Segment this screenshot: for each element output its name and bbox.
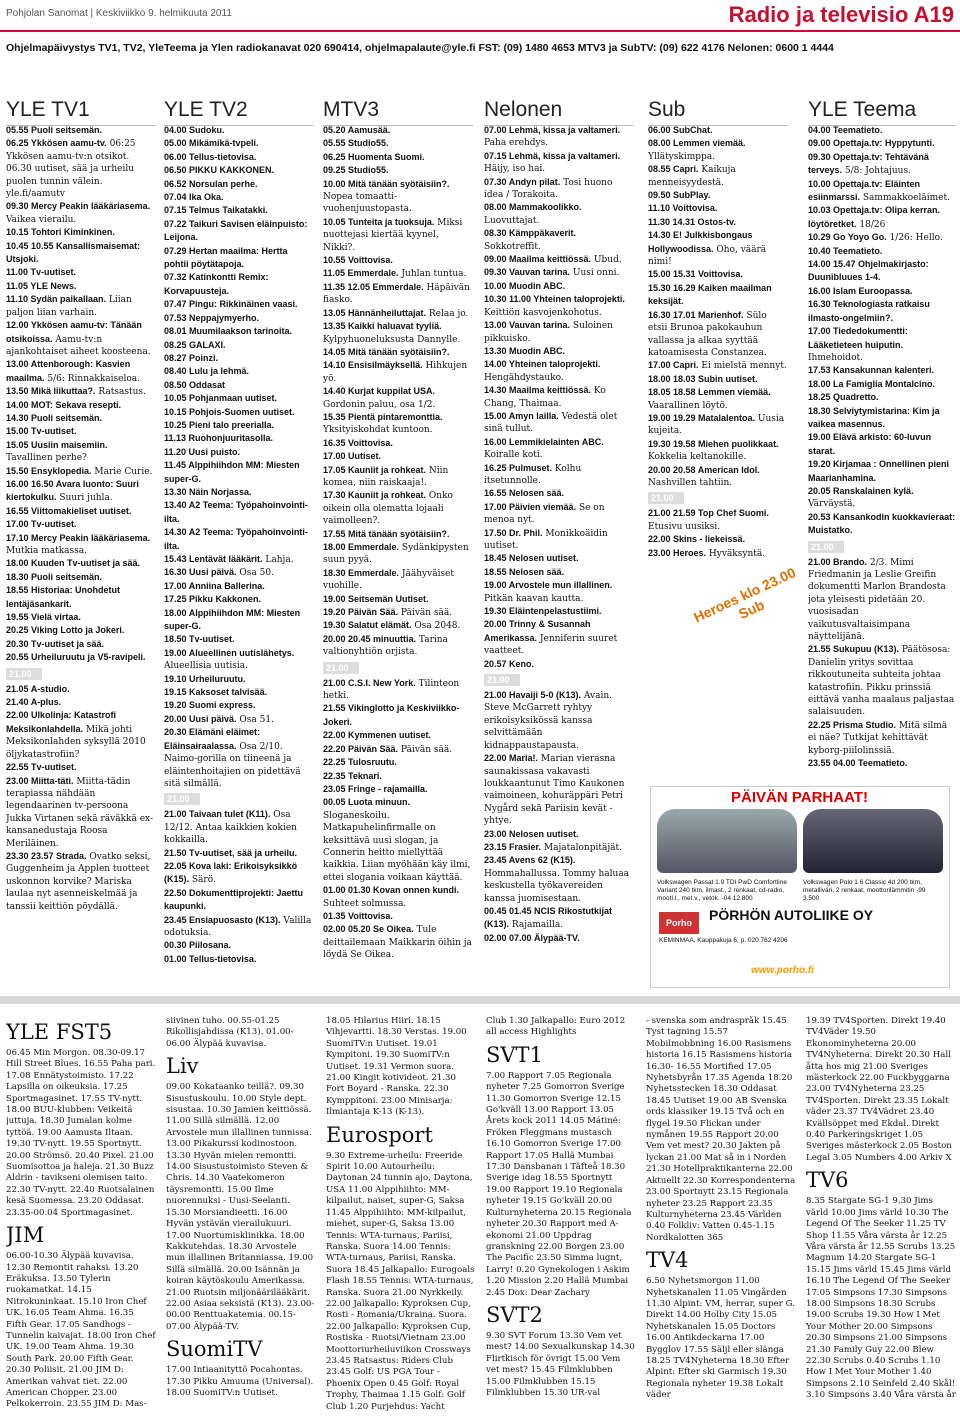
channel-column [484, 98, 634, 968]
program-entry: 09.30 Opettaja.tv: Tehtävänä terveys. 5/8: Johtajuus. [808, 151, 929, 177]
program-entry: 18.05 18.58 Lemmen viemää. Vaarallinen löytö. [648, 387, 771, 411]
masthead: Pohjolan Sanomat | Keskiviikko 9. helmikuuta 2011 [6, 8, 232, 19]
program-entry: 13.30 Muodin ABC. [484, 345, 566, 356]
program-entry: 19.15 Kaksoset talvisää. [164, 687, 268, 698]
program-entry: 16.30 17.01 Marienhof. Sülo etsii Brunoa pakokauhun vallassa ja alkaa syyttää katoamisesta Constanzea. [648, 309, 767, 358]
time-marker: 21.00 [648, 492, 684, 504]
section-title: Radio ja televisio A19 [728, 2, 954, 27]
program-entry: 21.00 Taivaan tulet (K11). Osa 12/12. Antaa kaikkien kokien kokkailla. [164, 809, 297, 846]
program-entry: 19.10 Urheiluruutu. [164, 673, 246, 684]
program-list: 6.50 Nyhetsmorgon 11.00 Nyhetskanalen 11.05 Vingården 11.30 Alpint: VM, herrar, super G. Direkt 14.00 Holby City 15.05 Nyhetskanalen 15.05 Doctors 16.00 Antikdeckarna 17.00 Bygglov 17.55 Säljl eller slänga 18.25 TV4Nyheterna 18.30 Efter Alpint: Efter ski Garmisch 19.30 Regionala nyheter 19.38 Lokalt väder [646, 1276, 795, 1401]
program-entry: 05.20 Aamusää. [323, 125, 391, 135]
program-list: siivinen tuho. 00.55-01.25 Rikollisjahdissa (K13). 01.00-06.00 Älypää kuvavisa. [166, 1016, 294, 1049]
program-entry: 21.05 A-studio. [6, 683, 70, 694]
program-entry: 20.30 Tv-uutiset ja sää. [6, 638, 105, 649]
program-entry: 17.00 Capri. Ei mielstä mennyt. [648, 360, 787, 372]
page-header [0, 0, 960, 32]
program-entry: 19.30 Eläintenpelastustiimi. [484, 606, 602, 617]
program-entry: 22.20 Päivän Sää. Päivän sää. [323, 743, 453, 755]
program-entry: 16.35 Voittovisa. [323, 437, 393, 448]
channel-name: TV6 [806, 1168, 849, 1193]
dealer-website[interactable]: www.porho.fi [751, 965, 814, 976]
program-entry: 22.00 Kymmenen uutiset. [323, 730, 432, 741]
program-list: 18.05 Hilarius Hiiri. 18.15 Vihjevartti. 18.30 Verstas. 19.00 SuomiTV:n Uutiset. 19.01 Kympitoni. 19.30 SuomiTV:n Uutiset. 19.31 Vermon suora. 21.00 Kingit kotivideot. 21.30 Fort Boyard - Ranska. 22.30 Kymppitoni. 23.00 Minisarja: Ilmiantaja K-13 (K-13). [326, 1016, 467, 1118]
program-entry: 10.29 Go Yoyo Go. 1/26: Hello. [808, 232, 943, 244]
program-entry: 18.50 Tv-uutiset. [164, 634, 235, 645]
program-entry: 07.15 Lehmä, kissa ja valtameri. Häijy, iso hai. [484, 150, 621, 175]
program-entry: 23.30 23.57 Strada. Ovatko seksi, Guggenheim ja Applen tuotteet uskonnon korvike? Mariska laulaa nyt asenneiskelmää ja tanssii keittiön pöydällä. [6, 850, 151, 912]
program-entry: 05.00 Mikämikä-tvpeli. [164, 138, 259, 149]
program-entry: 14.30 A2 Teema: Työpahoinvointi-ilta. [164, 527, 308, 551]
program-entry: 14.05 Mitä tänään syötäisiin?. [323, 346, 450, 357]
program-entry: 09.30 Mercy Peakin lääkäriasema. Vaikea vierailu. [6, 201, 151, 225]
program-entry: 23.45 Ensiapuosasto (K13). Valilla odotuksia. [164, 914, 312, 938]
program-entry: 08.00 Lemmen viemää. Yllätyskimppa. [648, 138, 746, 162]
program-entry: 06.00 SubChat. [648, 125, 713, 135]
program-entry: 23.05 Fringe - rajamailla. [323, 783, 428, 794]
program-entry: 14.40 Kurjat kuppilat USA. Gordonin paluu, osa 1/2. [323, 386, 436, 410]
program-entry: 22.05 Kova laki: Erikoisyksikkö (K15). Särö. [164, 860, 298, 886]
program-entry: 07.00 Lehmä, kissa ja valtameri. Paha erehdys. [484, 125, 621, 149]
program-entry: 23.00 Nelosen uutiset. [484, 828, 579, 839]
program-entry: 18.30 Puoli seitsemän. [6, 571, 103, 582]
channel-column [326, 1016, 476, 1414]
program-entry: 20.55 Urheiluruutu ja V5-ravipeli. [6, 652, 146, 663]
program-entry: 10.05 Tunteita ja tuoksuja. Miksi nuottejasi kiertää kyynel, Nikki?. [323, 216, 463, 253]
program-entry: 08.30 Kämppäkaverit. Sokkotreffit. [484, 228, 577, 252]
program-entry: 10.05 Pohjanmaan uutiset. [164, 393, 278, 404]
program-entry: 10.25 Pieni talo preerialla. [164, 419, 275, 430]
program-entry: 23.15 Frasier. Majatalonpitäjät. [484, 841, 622, 853]
program-entry [164, 966, 314, 968]
program-entry: 05.55 Puoli seitsemän. [6, 125, 103, 135]
program-entry: 13.30 Näin Norjassa. [164, 486, 252, 497]
program-entry: 10.30 11.00 Yhteinen taloprojekti. Keittiön kasvojenkohotus. [484, 294, 625, 318]
program-entry: 11.10 Sydän paikallaan. Liian paljon liian varhain. [6, 294, 132, 318]
program-entry: 16.25 Pulmuset. Kolhu itsetunnolle. [484, 462, 582, 486]
program-entry: 16.00 16.50 Avara luonto: Suuri kiertokulku. Suuri juhla. [6, 478, 139, 504]
program-entry: 11.00 Tv-uutiset. [6, 267, 77, 278]
program-entry: 11.35 12.05 Emmerdale. Häpäivän fiasko. [323, 281, 470, 306]
ad-title: PÄIVÄN PARHAAT! [731, 789, 868, 806]
car-image-passat [657, 809, 797, 873]
program-entry: 20.00 Uusi päivä. Osa 51. [164, 713, 274, 725]
program-entry: 22.25 Tulosruutu. [323, 757, 397, 768]
program-entry: 09.00 Maailma keittiössä. Ubud. [484, 254, 622, 266]
program-list: 17.00 Intiaanityttö Pocahontas. 17.30 Pikku Amuuma (Universal). 18.00 SuomiTV:n Uutiset. [166, 1365, 314, 1398]
program-entry: 18.00 Kuuden Tv-uutiset ja sää. [6, 558, 141, 569]
channel-name: YLE TV2 [164, 98, 314, 120]
program-entry: 01.00 01.30 Kovan onnen kundi. Suhteet solmussa. [323, 885, 460, 909]
channel-column [164, 98, 314, 968]
program-entry: 11.45 Alppihiihdon MM: Miesten super-G. [164, 460, 300, 484]
program-entry: 01.35 Voittovisa. [323, 910, 393, 921]
channel-name: YLE FST5 [6, 1020, 113, 1044]
program-entry: 21.50 Tv-uutiset, sää ja urheilu. [164, 847, 298, 858]
contact-line: Ohjelmapäivystys TV1, TV2, YleTeema ja Ylen radiokanavat 020 690414, ohjelmapalaute@yle.fi FST: (09) 1480 4653 MTV3 ja SubTV: (09) 622 4176 Nelonen: 0600 1 4444 [6, 42, 834, 54]
program-entry: 17.00 Päivien viemää. Se on menoa nyt. [484, 501, 605, 526]
time-marker: 21.00 [6, 668, 42, 680]
car-dealer-ad[interactable] [650, 786, 950, 988]
car-listing-polo: Volkswagen Polo 1.6 Classic 4d 200 tkm, metalliväri, 2 renkaat, moottorilämmitin -99 3.500 [803, 879, 926, 902]
channel-name: Liv [166, 1054, 199, 1079]
program-entry: 17.25 Pikku Kakkonen. [164, 594, 262, 605]
program-entry: 19.00 Elävä arkisto: 60-luvun starat. [808, 432, 932, 456]
program-entry: 17.00 Anniina Ballerina. [164, 580, 265, 591]
program-entry: 14.00 Yhteinen taloprojekti. Hengähdystauko. [484, 359, 601, 383]
program-entry: 18.00 18.03 Subin uutiset. [648, 373, 758, 384]
program-entry: 17.00 Tiededokumentti: Lääketieteen huiputin. Ihmehoidot. [808, 326, 908, 363]
program-entry: 15.43 Lentävät lääkärit. Lahja. [164, 554, 294, 565]
program-entry: 08.00 Mammakoolikko. Luovuttajat. [484, 202, 582, 226]
channel-name: SVT1 [486, 1042, 543, 1067]
program-entry: 22.00 Ulkolinja: Katastrofi Meksikonlahdella. Mikä johti Meksikonlahden syksyllä 2010 öljykatastrofiin? [6, 710, 146, 760]
program-entry: 23.00 Miitta-täti. Miitta-tädin terapiassa nähdään legendaarinen tv-persoona Jukka Virtanen sekä räväkkä ex-kansanedustaja Roosa Meriläinen. [6, 775, 153, 849]
program-entry: 13.40 A2 Teema: Työpahoinvointi-ilta. [164, 500, 308, 524]
program-entry: 20.30 Elämäni eläimet: Eläinsairaalassa. Osa 2/10. Naimo-gorilla on tiineenä ja eläintenhoitajien on pidettävä sitä silmällä. [164, 727, 301, 789]
time-marker: 21.00 [323, 662, 359, 674]
program-entry: 20.53 Kansankodin kuokkavieraat: Muistatko. [808, 511, 956, 536]
program-entry: 19.00 19.29 Matalalentoa. Uusia kujeita. [648, 412, 785, 437]
program-entry: 21.55 Sukupuu (K13). Päätösosa: Danielin yritys sovittaa rikkoutuneita suhteita johtaa katastrofiin. Pikku prinssiä eittävä vanha maalaus paljastaa salaisuuden. [808, 644, 955, 718]
program-list: 06.45 Min Morgon. 08.30-09.17 Hill Street Blues. 16.55 Paha pari. 17.08 Ennätystoimisto. 17.22 Lapsilla on oikeuksia. 17.25 Sportmagasinet. 17.55 TV-nytt. 18.00 BUU-klubben: Veikeitä juttuja. 18.30 Jumalan kolme tyttöä. 19.00 Aamusta Iltaan. 19.30 TV-nytt. 19.55 Sportnytt. 20.00 Strömsö. 20.40 Pixel. 21.00 Suomisottoa ja haleja. 21.30 Buzz Aldrin - tavikseni olemisen taito. 22.30 TV-nytt. 22.40 Ruotsalainen kesä Suomessa. 23.20 Oddasat. 23.35-00.04 Sportmagasinet. [6, 1048, 156, 1218]
program-list: 8.35 Stargate SG-1 9.30 Jims värld 10.00 Jims värld 10.30 The Legend Of The Seeker 11.25 TV Shop 11.55 Våra värsta år 12.25 Våra värsta år 12.55 Scrubs 13.25 Magnum 14.20 Stargate SG-1 15.15 Jims värld 15.45 Jims värld 16.10 The Legend Of The Seeker 17.05 Simpsons 17.30 Simpsons 18.00 Simpsons 18.30 Scrubs 19.00 Scrubs 19.30 How I Met Your Mother 20.00 Simpsons 20.30 Simpsons 21.00 Simpsons 21.30 Family Guy 22.00 Blew 22.30 Scrubs 0.40 Scrubs 1.10 How I Met Your Mother 1.40 Simpsons 2.10 Seinfeld 2.40 Skål! 3.10 Simpsons 3.40 Våra värsta år [806, 1196, 956, 1401]
program-entry: 08.01 Muumilaakson tarinoita. [164, 326, 293, 337]
program-entry: 15.00 Tv-uutiset. [6, 426, 77, 437]
program-entry: 17.05 Kauniit ja rohkeat. Niin komea, niin raiskaaja!. [323, 464, 449, 488]
program-entry: 11.05 YLE News. [6, 280, 77, 291]
program-entry: 06.25 Ykkösen aamu-tv. 06:25 Ykkösen aamu-tv:n otsikot. 06.30 uutiset, sää ja urheilu puolen tunnin välein. yle.fi/aamutv [6, 138, 136, 200]
program-entry: 22.35 Teknari. [323, 770, 382, 781]
program-entry: 19.00 Arvostele mun illallinen. Pitkän kaavan kautta. [484, 580, 613, 604]
program-entry: 18.00 La Famiglia Montalcino. [808, 378, 936, 389]
program-list: 9.30 SVT Forum 13.30 Vem vet mest? 14.00 Sexualkunskap 14.30 Flirtkisch för övrigt 15.00 Vem vet mest? 15.45 Filmklubben 15.00 Filmklubben 15.15 Filmklubben 15.30 UR-val [486, 1330, 635, 1398]
program-entry: 15.00 Amyn lailla. Vedestä olet sinä tullut. [484, 410, 618, 435]
program-entry: 17.10 Mercy Peakin lääkäriasema. Mutkia matkassa. [6, 532, 151, 556]
program-entry: 15.00 15.31 Voittovisa. [648, 269, 743, 280]
car-image-polo [803, 809, 943, 873]
channel-column [806, 1016, 956, 1414]
program-entry: 07.53 Neppajymyerho. [164, 312, 260, 323]
program-entry: 08.40 Lulu ja lehmä. [164, 366, 250, 377]
program-entry: 06.50 PIKKU KAKKONEN. [164, 165, 275, 176]
program-entry: 14.30 Puoli seitsemän. [6, 412, 103, 423]
program-entry: 19.00 Seitsemän Uutiset. [323, 593, 429, 604]
program-entry: 20.00 Trinny & Susannah Amerikassa. Jenniferin suuret vaatteet. [484, 619, 618, 657]
program-entry: 13.35 Kaikki haluavat tyyliä. Kylpyhuoneluksusta Dannylle. [323, 321, 461, 345]
time-marker: 21.00 [484, 674, 520, 686]
program-entry: 12.00 Ykkösen aamu-tv: Tänään otsikoissa. Aamu-tv:n ajankohtaiset aiheet koosteena. [6, 320, 151, 357]
program-entry: 21.00 Brando. 2/3. Mimi Friedmanin ja Leslie Greifin dokumentti Marlon Brandosta jota yleisesti pidetään 20. vuosisadan vaikutusvaltaisimpana näyttelijänä. [808, 556, 946, 643]
program-entry: 21.00 Havaiji 5-0 (K13). Avain. Steve McGarrett ryhtyy erikoisyksikössä kanssa selvittämään kidnappaustapausta. [484, 690, 613, 751]
program-entry: 04.00 Sudoku. [164, 125, 225, 135]
heroes-promo: Heroes klo 23.00 Sub [691, 564, 799, 626]
dealer-name: PÖRHÖN AUTOLIIKE OY [709, 907, 874, 923]
program-entry: 17.30 Kauniit ja rohkeat. Onko oikein olla olematta lojaali vaimolleen?. [323, 490, 453, 527]
program-entry: 19.20 Kirjamaa : Onnellinen pieni Maarianhamina. [808, 459, 950, 483]
dealer-address: KEMINMAA, Kauppakuja 6, p. 020 762 4206 [659, 937, 788, 944]
program-entry: 23.55 04.00 Teematieto. [808, 758, 908, 769]
program-entry: 09.00 Opettaja.tv: Hyppytunti. [808, 138, 935, 149]
program-entry: 10.45 10.55 Kansallismaisemat: Utsjoki. [6, 240, 141, 265]
program-entry: 21.55 Vikinglotto ja Keskiviikko-Jokeri. [323, 703, 460, 727]
program-entry: 19.30 19.58 Miehen puolikkaat. Kokkelia keltanokille. [648, 438, 779, 463]
program-list: Club 1.30 Jalkapallo: Euro 2012 all access Highlights [486, 1016, 626, 1038]
program-entry: 07.30 Andyn pilat. Tosi huono idea / Torakoita. [484, 176, 613, 201]
program-entry: 19.00 Alueellinen uutislähetys. Alueellisia uutisia. [164, 647, 295, 672]
program-entry: 13.00 Vauvan tarina. Suloinen pikkuisko. [484, 320, 613, 344]
program-entry: 15.50 Ensyklopedia. Marie Curie. [6, 465, 153, 477]
program-entry: 07.32 Katinkontti Remix: Korvapuusteja. [164, 272, 269, 296]
program-entry: 17.00 Tv-uutiset. [6, 519, 77, 530]
channel-name: MTV3 [323, 98, 473, 120]
program-entry: 18.45 Nelosen uutiset. [484, 553, 579, 564]
program-entry: 20.57 Keno. [484, 658, 535, 669]
program-entry: 08.55 Capri. Kaikuja menneisyydestä. [648, 164, 736, 188]
program-entry: 10.00 Opettaja.tv: Eläinten esiinmarssi. Sammakkoeläimet. [808, 178, 950, 204]
program-entry: 23.45 Avens 62 (K15). Hommahallussa. Tommy haluaa keskustella työkavereiden kanssa juomisestaan. [484, 855, 630, 904]
program-list: 09.00 Kokataanko teillä?. 09.30 Sisustuskoulu. 10.00 Style dept. sisustaa. 10.30 Jamien keittiössä. 11.00 Sillä silmällä. 12.00 Arvostele mun illallinen tunnissa. 13.00 Pikakurssi kodinostoon. 13.30 Hyvän mielen remontti. 14.00 Sisustustoimisto Steven & Chris. 14.30 Vaatekomeron täysremontti. 15.00 Ilme nuorennuksi - Uusi-Seelanti. 15.30 Morsiandieetti. 16.00 Hyvän ystävän vierailukuuri. 17.00 Nuortumisklinikka. 18.00 Kakkutehdas. 18.30 Arvostele mun illallinen Britanniassa. 19.00 Sillä silmällä. 20.00 Isännän ja koiran käytöskoulu Amerikassa. 21.00 Ruotsin miljonäärilääkärit. 22.00 Asiaa seksistä (K13). 23.00-00.00 Renttuakatemia. 00.15-07.00 Älypää-TV. [166, 1082, 315, 1332]
program-entry: 19.20 Suomi express. [164, 700, 256, 711]
program-entry: 10.40 Teematieto. [808, 245, 883, 256]
channel-column [648, 98, 788, 558]
program-entry: 18.25 Quadretto. [808, 392, 879, 403]
program-entry: 07.04 Ika Oka. [164, 192, 224, 203]
program-entry: 11.30 14.31 Ostos-tv. [648, 216, 736, 227]
program-list: 7.00 Rapport 7.05 Regionala nyheter 7.25 Gomorron Sverige 11.30 Gomorron Sverige 12.15 Go'kväll 13.00 Rapport 13.05 Årets kock 2011 14.05 Mátiné: Fröken Fleggmans mustasch 16.10 Gomorron Sverige 17.00 Rapport 17.05 Hallä Mumbai 17.30 Dansbanan i Täfteå 18.30 Sverige idag 18.55 Sportnytt 19.00 Rapport 19.10 Regionala nyheter 19.15 Go'kväll 20.00 Kulturnyheterna 20.15 Regionala nyheter 20.30 Rapport med A-ekonomi 21.00 Uppdrag granskning 22.00 Borgen 23.00 The Pacific 23.50 Simma lugnt, Larry! 0.20 Gynekologen i Askim 1.20 Mission 2.20 Hallä Mumbai 2.45 Dox: Dear Zachary [486, 1070, 632, 1298]
program-entry: 10.55 Voittovisa. [323, 255, 393, 266]
program-entry: 10.03 Opettaja.tv: Olipa kerran. löytöretket. 18/26 [808, 205, 941, 230]
program-entry: 02.00 05.20 Se Oikea. Tule deittailemaan Maikkarin öihin ja löydä Se Oikea. [323, 924, 472, 961]
program-entry: 11.10 Voittovisa. [648, 203, 718, 214]
program-entry: 00.45 01.45 NCIS Rikostutkijat (K13). Rajamailla. [484, 905, 613, 931]
program-entry: 18.55 Nelosen sää. [484, 566, 565, 577]
program-entry: 13.50 Mikä liikuttaa?. Ratsastus. [6, 386, 146, 398]
dealer-logo: Porho [659, 912, 699, 934]
program-entry: 15.30 16.29 Kaiken maailman keksijät. [648, 282, 772, 307]
program-list: 06.00-10.30 Älypää kuvavisa. 12.30 Remontit rahaksi. 13.20 Eräkuksa. 13.50 Tylerin ruokamatkat. 14.15 Nitrokuninkaat. 15.10 Iron Chef UK. 16.05 Team Ahma. 16.35 Fifth Gear. 17.05 Sandhogs - Tunnelin kaivajat. 18.00 Iron Chef UK. 19.00 Team Ahma. 19.30 South Park. 20.00 Fifth Gear. 20.30 Poliisit. 21.00 JIM D: Amerikan vahvat tiet. 22.00 American Chopper. 23.00 Pelkokerroin. 23.55 JIM D: Mas- [6, 1251, 156, 1410]
program-entry: 15.35 Pientä pintaremonttia. Yksityiskohdat kuntoon. [323, 411, 443, 436]
program-entry: 14.30 E! Julkkisbongaus Hollywoodissa. Oho, väärä nimi! [648, 230, 767, 268]
program-entry: 16.30 Teknologiasta ratkaisu ilmasto-ongelmiin?. [808, 299, 930, 323]
program-entry: 16.55 Viittomakieliset uutiset. [6, 505, 132, 516]
channel-name: YLE TV1 [6, 98, 156, 120]
program-entry: 00.05 Luota minuun. Sloganeskoilu. Matkapuhelinfirmalle on keksittävä uusi slogan, ja Connerin heitto miellyttää kaikkia. Liian myöhään käy ilmi, ettei slogania voikaan käyttää. [323, 797, 471, 883]
program-entry: 07.15 Telmus Taikatakki. [164, 205, 268, 216]
channel-name: YLE Teema [808, 98, 956, 120]
header-rule [0, 30, 960, 32]
program-entry: 16.00 Lemmikielainten ABC. Koiralle koti. [484, 436, 604, 461]
program-entry: 07.47 Pingu: Rikkinäinen vaasi. [164, 299, 298, 310]
program-entry: 22.00 Maria!. Marian vierasna saunakissasa vakavasti loukkaantunut Timo Kaukonen vaimoineen, kohuräppäri Petri Nygård sekä Pariisin kevät -yhtye. [484, 753, 625, 827]
program-entry: 16.00 Islam Euroopassa. [808, 285, 913, 296]
program-entry: 11.05 Emmerdale. Juhlan tuntua. [323, 268, 467, 280]
program-entry: 20.25 Viking Lotto ja Jokeri. [6, 625, 125, 636]
program-entry: 01.00 Tellus-tietovisa. [164, 953, 257, 964]
channel-name: Sub [648, 98, 788, 120]
program-entry: 21.40 A-plus. [6, 697, 62, 708]
program-entry: 22.50 Dokumenttiprojekti: Jaettu kaupunki. [164, 887, 304, 912]
program-entry: 11.13 Ruohonjuuritasolla. [164, 433, 274, 444]
program-entry: 22.00 Skins - liekeissä. [648, 534, 746, 545]
time-marker: 21.00 [808, 541, 844, 553]
channel-column [323, 98, 473, 968]
program-entry: 23.00 Heroes. Hyväksyntä. [648, 547, 766, 558]
program-entry: 02.00 07.00 Älypää-TV. [484, 932, 580, 943]
channel-column [6, 1016, 156, 1414]
channel-column [166, 1016, 316, 1414]
program-entry: 09.30 Vauvan tarina. Uusi onni. [484, 267, 620, 279]
program-list: 9.30 Extreme-urheilu: Freeride Spirit 10.00 Autourheilu: Daytonan 24 tunnin ajo, Daytona, USA 11.00 Alppihiihto: MM-kilpailut, naiset, super-G, Saksa 11.45 Alppihiihto: MM-kilpailut, miehet, super-G, Saksa 13.00 Tennis: WTA-turnaus, Pariisi, Ranska. Suora 14.00 Tennis: WTA-turnaus, Pariisi, Ranska. Suora 18.45 Jalkapallo: Eurogoals Flash 18.55 Tennis: WTA-turnaus, Ranska. Suora 21.00 Nyrkkeily. 22.00 Jalkapallo: Kyproksen Cup, Rosti - Romania/Ukraina. Suora. 22.00 Jalkapallo: Kyproksen Cup, Rostiska - Ruotsi/Vietnam 23.00 Moottoriurheiluviikon Crossways 23.45 Ratsastus: Riders Club 23.45 Golf: US PGA Tour - Phoenix Open 0.45 Golf: Royal Trophy, Thaimaa 1.15 Golf: Golf Club 1.20 Purjehdus: Yacht [326, 1150, 475, 1412]
program-entry: 08.27 Poinzi. [164, 352, 219, 363]
program-entry: 18.30 Selviytymistarina: Kim ja vaikea masennus. [808, 405, 940, 429]
program-entry: 00.30 Piilosana. [164, 940, 232, 951]
program-entry: 20.00 20.58 American Idol. Nashvillen tahtiin. [648, 464, 760, 488]
channel-column [646, 1016, 796, 1414]
program-entry: 14.00 15.47 Ohjelmakirjasto: Duunibluues 1-4. [808, 259, 929, 283]
program-entry: 16.55 Nelosen sää. [484, 488, 565, 499]
program-entry: 08.25 GALAXI. [164, 339, 226, 350]
program-entry: 13.00 Attenborough: Kasvien maailma. 5/6: Rinnakkaiseloa. [6, 359, 141, 384]
program-entry: 20.05 Ranskalainen kylä. Värväystä. [808, 485, 914, 510]
program-entry: 07.29 Hertan maailma: Hertta pohtii pöytätapoja. [164, 245, 288, 270]
program-entry: 18.30 Emmerdale. Jäähyväiset vuohille. [323, 567, 455, 592]
program-entry: 10.00 Muodin ABC. [484, 280, 566, 291]
program-entry: 17.50 Dr. Phil. Monikkoäidin uutiset. [484, 527, 608, 551]
program-entry: 21.00 21.59 Top Chef Suomi. Etusivu uusiksi. [648, 508, 769, 532]
channel-name: Nelonen [484, 98, 634, 120]
program-entry: 21.00 C.S.I. New York. Tilinteon hetki. [323, 677, 460, 702]
program-entry: 06.00 Tellus-tietovisa. [164, 151, 257, 162]
time-marker: 21.00 [164, 793, 200, 805]
program-entry: 04.00 Teematieto. [808, 125, 883, 135]
program-entry: 13.05 Hännänheiluttajat. Relaa jo. [323, 307, 469, 319]
program-entry: 09.25 Studio55. [323, 165, 389, 176]
channel-name: SVT2 [486, 1302, 543, 1327]
program-entry: 20.00 20.45 minuuttia. Tarina valtionyhtiön orjista. [323, 633, 448, 658]
program-entry: 17.00 Uutiset. [323, 451, 382, 462]
program-entry: 10.15 Pohjois-Suomen uutiset. [164, 406, 295, 417]
program-list: 19.39 TV4Sporten. Direkt 19.40 TV4Väder 19.50 Ekonominyheterna 20.00 TV4Nyheterna. Direkt 20.30 Hall åtta hos mig 21.00 Sveriges mästerkock 22.00 Fuckbyggarna 23.00 TV4Nyheterna 23.25 TV4Sporten. Direkt 23.35 Lokalt väder 23.37 TV4Vädret 23.40 Kvällsöppet med Ekdal. Direkt 0.40 Parkeringskriget 1.05 Sveriges mästerkock 2.05 Boston Legal 3.05 Numbers 4.00 Arkiv X [806, 1016, 952, 1163]
program-entry: 14.00 MOT: Sekava resepti. [6, 399, 122, 410]
car-listing-passat: Volkswagen Passat 1.9 TDI PwD Comfortline Variant 240 tkm, ilmast., 2 renkaat, cd-radio, mootl.l., met.v., vetok. -04 12.800 [657, 879, 787, 902]
section-divider [0, 996, 960, 1004]
channel-column [6, 98, 156, 968]
program-entry: 14.10 Ensisilmäyksellä. Hihkujen yö. [323, 360, 468, 384]
program-entry: 18.00 Alppihiihdon MM: Miesten super-G. [164, 607, 301, 632]
program-entry: 16.30 Uusi päivä. Osa 50. [164, 567, 274, 579]
program-entry: 18.00 Emmerdale. Sydänkipysten suun pyyä. [323, 542, 469, 566]
program-entry: 14.30 Maailma keittiössä. Ko Chang, Thaimaa. [484, 385, 606, 409]
program-entry: 08.50 Oddasat [164, 379, 226, 390]
program-entry: 17.53 Kansakunnan kalenteri. [808, 365, 935, 376]
program-entry: 19.30 Salatut elämät. Osa 2048. [323, 620, 461, 632]
program-entry: 22.25 Prisma Studio. Mitä silmä ei näe? Tutkijat kehittävät kyborg-piilolinssiä. [808, 719, 948, 756]
channel-name: TV4 [646, 1248, 689, 1273]
program-list: - svenska som andraspråk 15.45 Tyst tagning 15.57 Mobilmobbning 16.00 Rasismens historia 16.15 Rasismens historia 16.30- 16.55 Mortified 17.05 Nyhetsbyrån 17.35 Agenda 18.20 Nyhetsstecken 18.30 Oddasat 18.45 Uutiset 19.00 AB Svenska ords klassiker 19.15 Två och en flygel 19.50 Flickan under nymånen 19.55 Rapport 20.00 Vem vet mest? 20.30 Jakten på lyckan 21.00 Mat så in i Norden 21.30 Hotellpraktikanterna 22.00 Aktuellt 22.30 Korrespondenterna 23.00 Sportnytt 23.15 Regionala nyheter 23.25 Rapport 23.35 Kulturnyheterna 23.45 Världen 0.40 Folkliv: Vatten 0.45-1.15 Nordkalotten 365 [646, 1016, 796, 1243]
channel-name: SuomiTV [166, 1337, 263, 1362]
program-entry: 06.52 Norsulan perhe. [164, 178, 258, 189]
program-entry: 06.25 Huomenta Suomi. [323, 151, 425, 162]
program-entry: 05.55 Studio55. [323, 138, 389, 149]
program-entry: 19.55 Vielä virtaa. [6, 612, 81, 623]
program-entry: 18.55 Historiaa: Unohdetut lentäjäsankarit. [6, 585, 121, 609]
program-entry: 15.05 Uusiin maisemiin. Tavallinen perhe? [6, 439, 108, 464]
program-entry: 11.20 Uusi puisto. [164, 446, 241, 457]
program-entry: 07.22 Taikuri Savisen eläinpuisto: Leijona. [164, 218, 308, 243]
program-entry: 19.20 Päivän Sää. Päivän sää. [323, 607, 453, 619]
program-entry: 10.00 Mitä tänään syötäisiin?. Nopea tomaatti-vuohenjuustopasta. [323, 178, 450, 215]
channel-column [486, 1016, 636, 1414]
program-entry: 17.55 Mitä tänään syötäisiin?. [323, 528, 450, 539]
program-entry: 22.55 Tv-uutiset. [6, 762, 77, 773]
channel-name: Eurosport [326, 1122, 433, 1147]
channel-name: JIM [6, 1223, 45, 1248]
program-entry: 10.15 Tohtori Kiminkinen. [6, 227, 115, 238]
program-entry: 09.50 SubPlay. [648, 190, 711, 201]
